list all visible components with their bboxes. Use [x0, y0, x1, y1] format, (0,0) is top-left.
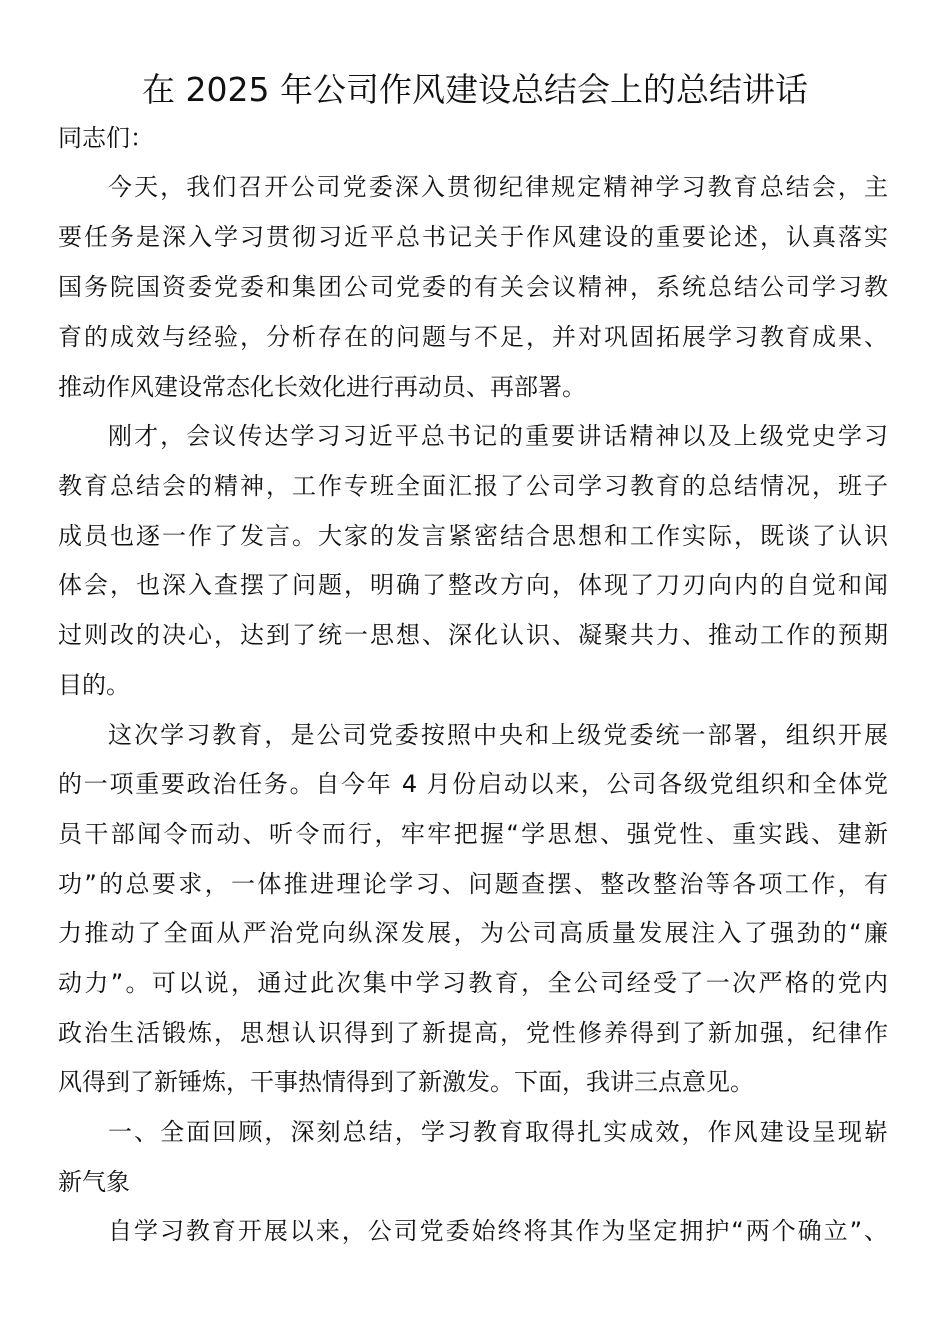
paragraph-line: 育的成效与经验，分析存在的问题与不足，并对巩固拓展学习教育成果、 — [58, 323, 888, 351]
paragraph-line: 要任务是深入学习贯彻习近平总书记关于作风建设的重要论述，认真落实 — [58, 223, 888, 251]
paragraph-line: 今天，我们召开公司党委深入贯彻纪律规定精神学习教育总结会，主 — [108, 173, 888, 201]
paragraph-line: 过则改的决心，达到了统一思想、深化认识、凝聚共力、推动工作的预期 — [58, 621, 888, 649]
paragraph-line: 目的。 — [58, 671, 130, 699]
paragraph-line: 力推动了全面从严治党向纵深发展，为公司高质量发展注入了强劲的“廉 — [58, 919, 888, 947]
paragraph-line: 这次学习教育，是公司党委按照中央和上级党委统一部署，组织开展 — [108, 721, 888, 749]
paragraph-line: 的一项重要政治任务。自今年 4 月份启动以来，公司各级党组织和全体党 — [58, 770, 888, 798]
paragraph-line: 刚才，会议传达学习习近平总书记的重要讲话精神以及上级党史学习 — [108, 422, 888, 450]
paragraph-line: 员干部闻令而动、听令而行，牢牢把握“学思想、强党性、重实践、建新 — [58, 820, 888, 848]
paragraph-line: 风得到了新锤炼，干事热情得到了新激发。下面，我讲三点意见。 — [58, 1068, 754, 1096]
paragraph-line: 自学习教育开展以来，公司党委始终将其作为坚定拥护“两个确立”、 — [108, 1217, 888, 1245]
paragraph-line: 成员也逐一作了发言。大家的发言紧密结合思想和工作实际，既谈了认识 — [58, 522, 888, 550]
paragraph-line: 体会，也深入查摆了问题，明确了整改方向，体现了刀刃向内的自觉和闻 — [58, 571, 888, 599]
salutation: 同志们： — [58, 124, 154, 152]
paragraph-line: 政治生活锻炼，思想认识得到了新提高，党性修养得到了新加强，纪律作 — [58, 1019, 888, 1047]
paragraph-line: 功”的总要求，一体推进理论学习、问题查摆、整改整治等各项工作，有 — [58, 870, 888, 898]
paragraph-line: 动力”。可以说，通过此次集中学习教育，全公司经受了一次严格的党内 — [58, 969, 888, 997]
paragraph-line: 推动作风建设常态化长效化进行再动员、再部署。 — [58, 373, 586, 401]
paragraph-line: 教育总结会的精神，工作专班全面汇报了公司学习教育的总结情况，班子 — [58, 472, 888, 500]
section-heading-line: 一、全面回顾，深刻总结，学习教育取得扎实成效，作风建设呈现崭 — [108, 1118, 888, 1146]
paragraph-line: 国务院国资委党委和集团公司党委的有关会议精神，系统总结公司学习教 — [58, 273, 888, 301]
section-heading-line: 新气象 — [58, 1168, 130, 1196]
document-title: 在 2025 年公司作风建设总结会上的总结讲话 — [142, 70, 808, 109]
